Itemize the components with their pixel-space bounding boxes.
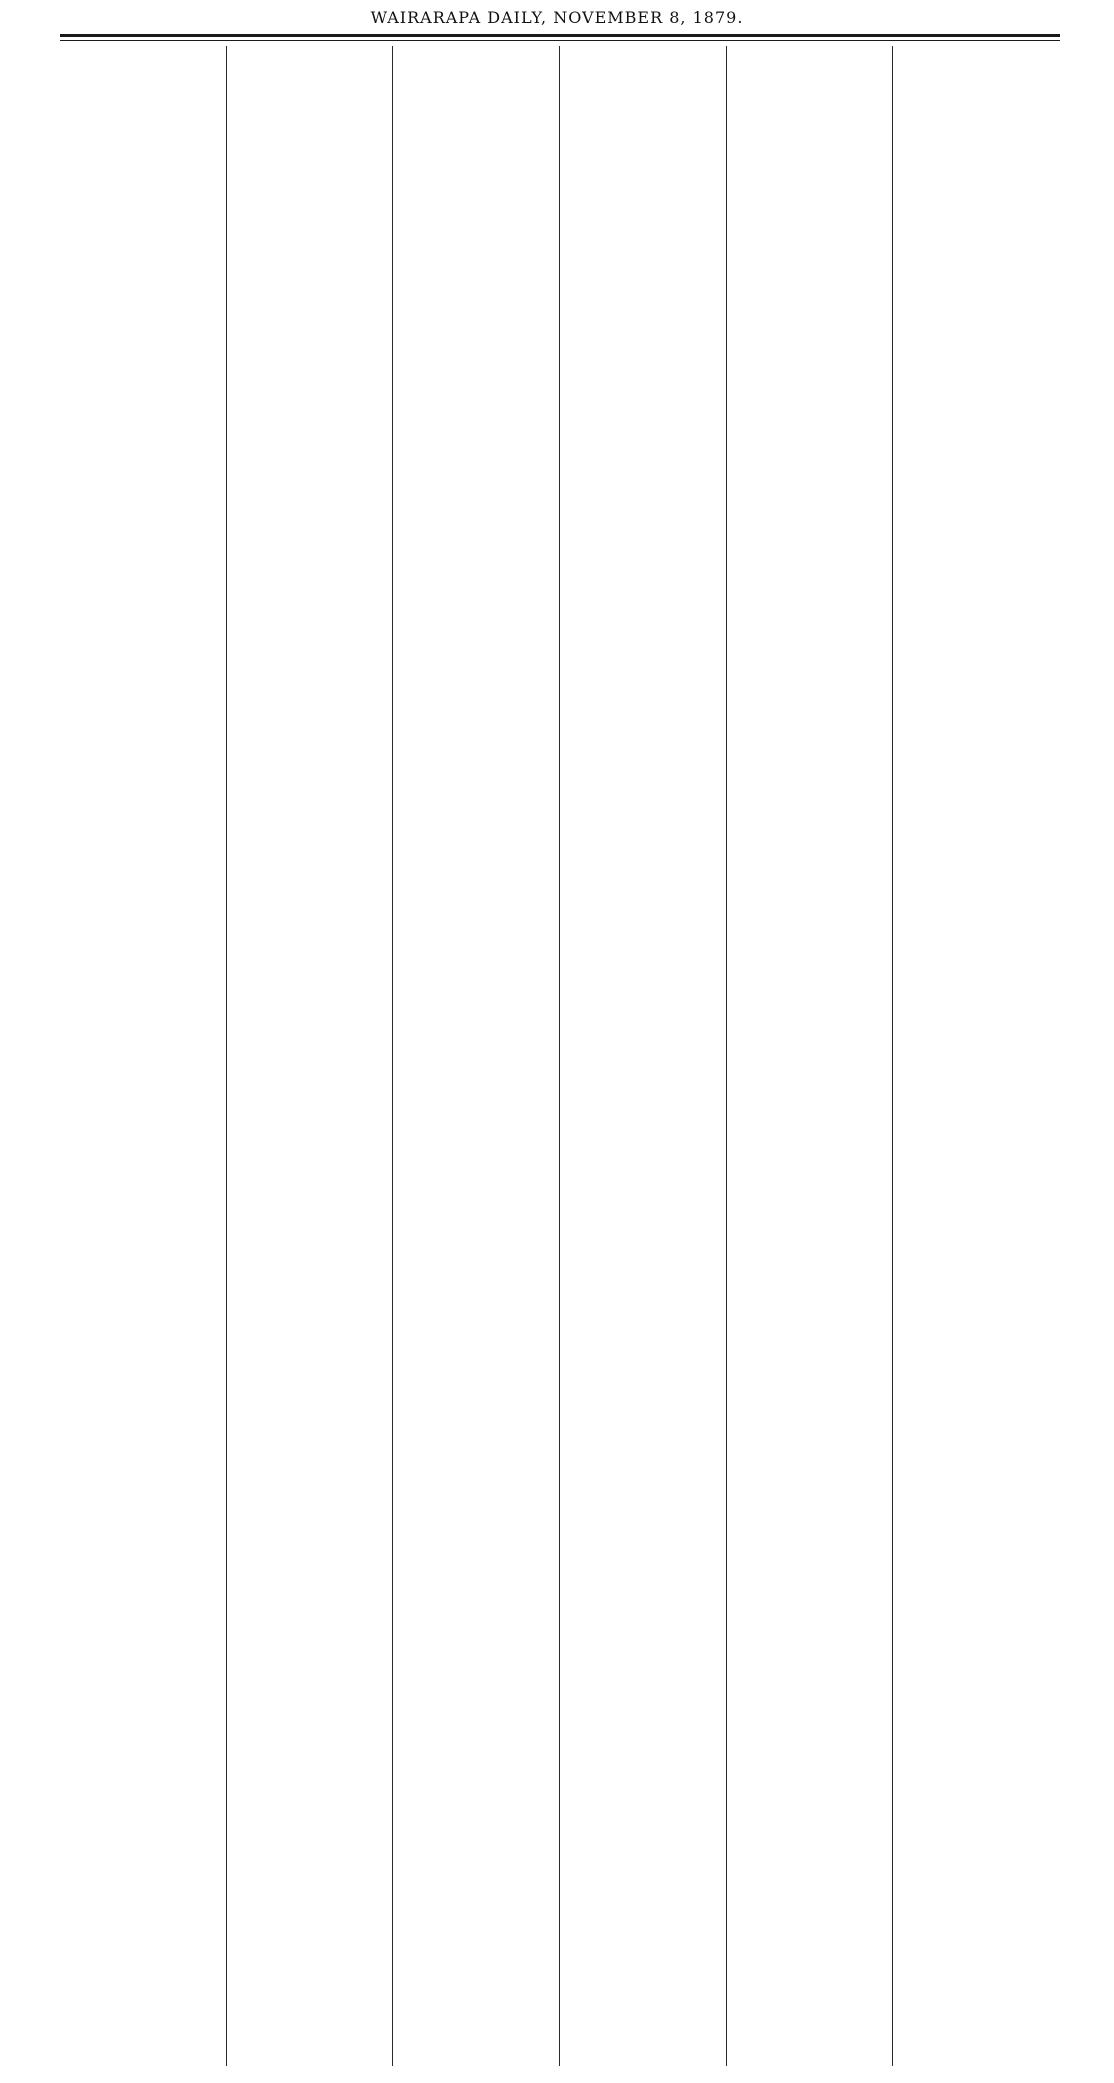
column-2: [227, 46, 394, 2066]
column-1: [60, 46, 227, 2066]
column-5: [727, 46, 894, 2066]
column-grid: [60, 46, 1060, 2066]
page-masthead: WAIRARAPA DAILY, NOVEMBER 8, 1879.: [370, 8, 744, 27]
column-4: [560, 46, 727, 2066]
header-rule-thick: [60, 34, 1060, 37]
column-3: [393, 46, 560, 2066]
column-6: [893, 46, 1060, 2066]
header-rule-thin: [60, 40, 1060, 41]
